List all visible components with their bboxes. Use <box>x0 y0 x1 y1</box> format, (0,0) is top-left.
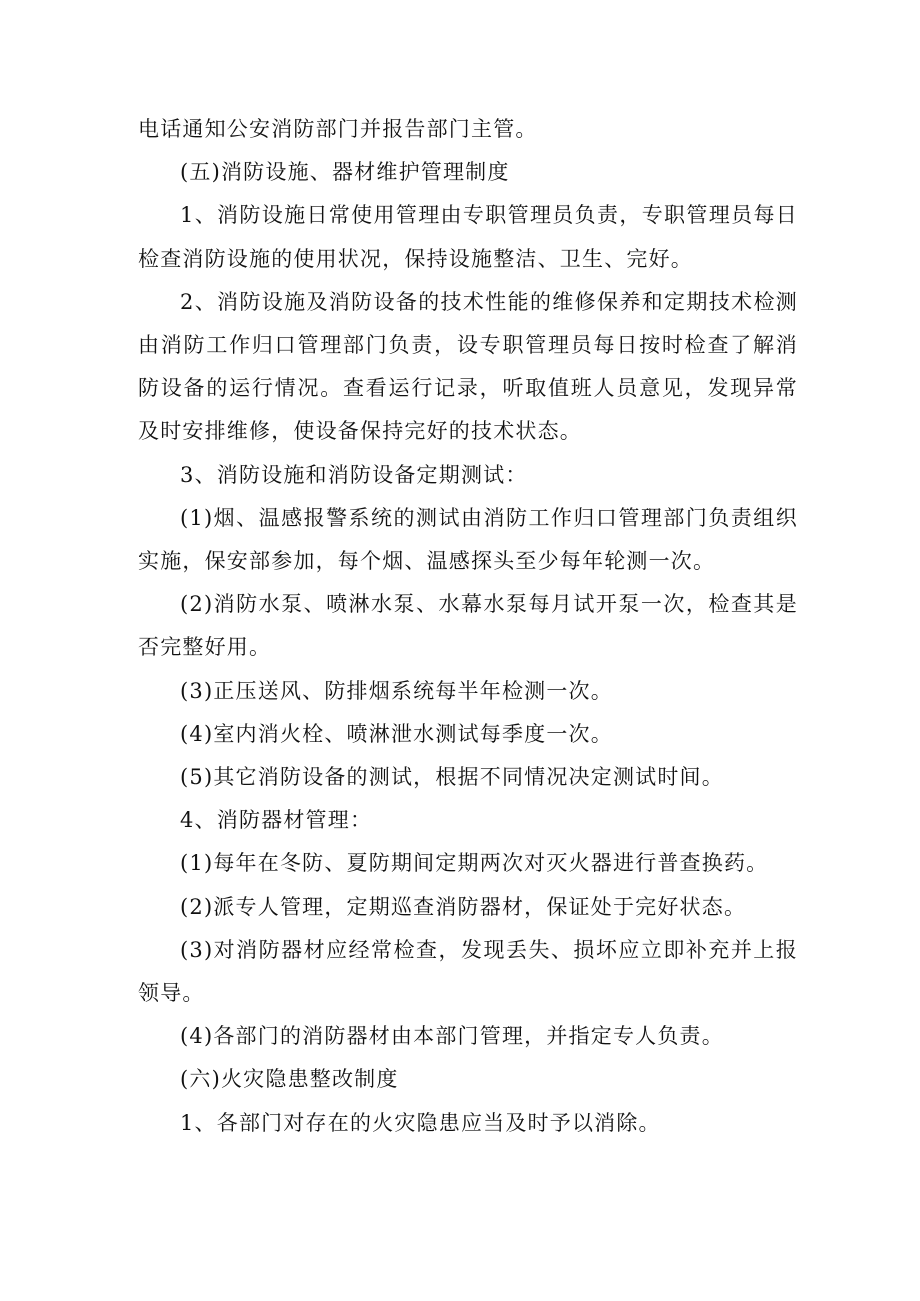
paragraph-subitem-3-2: (2)消防水泵、喷淋水泵、水幕水泵每月试开泵一次，检查其是否完整好用。 <box>138 592 798 660</box>
paragraph-subitem-3-1: (1)烟、温感报警系统的测试由消防工作归口管理部门负责组织实施，保安部参加，每个烟、温感探头至少每年轮测一次。 <box>138 505 798 574</box>
paragraph-subitem-4-1: (1)每年在冬防、夏防期间定期两次对灭火器进行普查换药。 <box>180 851 769 876</box>
paragraph-subitem-3-3: (3)正压送风、防排烟系统每半年检测一次。 <box>180 678 613 703</box>
paragraph-subitem-3-4: (4)室内消火栓、喷淋泄水测试每季度一次。 <box>180 721 613 746</box>
paragraph-item-3: 3、消防设施和消防设备定期测试： <box>180 462 528 487</box>
document-body <box>138 108 798 1145</box>
paragraph-item-2: 2、消防设施及消防设备的技术性能的维修保养和定期技术检测由消防工作归口管理部门负责，设专职管理员每日按时检查了解消防设备的运行情况。查看运行记录，听取值班人员意见，发现异常及时安排维修，使设备保持完好的技术状态。 <box>138 289 798 444</box>
paragraph-item-6-1: 1、各部门对存在的火灾隐患应当及时予以消除。 <box>180 1110 661 1135</box>
paragraph-subitem-4-3: (3)对消防器材应经常检查，发现丢失、损坏应立即补充并上报领导。 <box>138 937 798 1006</box>
paragraph-subitem-4-2: (2)派专人管理，定期巡查消防器材，保证处于完好状态。 <box>180 894 747 919</box>
section-heading-6: (六)火灾隐患整改制度 <box>180 1067 399 1092</box>
paragraph-subitem-4-4: (4)各部门的消防器材由本部门管理，并指定专人负责。 <box>180 1024 724 1049</box>
paragraph-item-4: 4、消防器材管理： <box>180 808 373 833</box>
paragraph-subitem-3-5: (5)其它消防设备的测试，根据不同情况决定测试时间。 <box>180 765 724 790</box>
paragraph-item-1: 1、消防设施日常使用管理由专职管理员负责，专职管理员每日检查消防设施的使用状况，保持设施整洁、卫生、完好。 <box>138 203 798 271</box>
paragraph-continuation: 电话通知公安消防部门并报告部门主管。 <box>138 117 538 141</box>
section-heading-5: (五)消防设施、器材维护管理制度 <box>180 160 510 185</box>
